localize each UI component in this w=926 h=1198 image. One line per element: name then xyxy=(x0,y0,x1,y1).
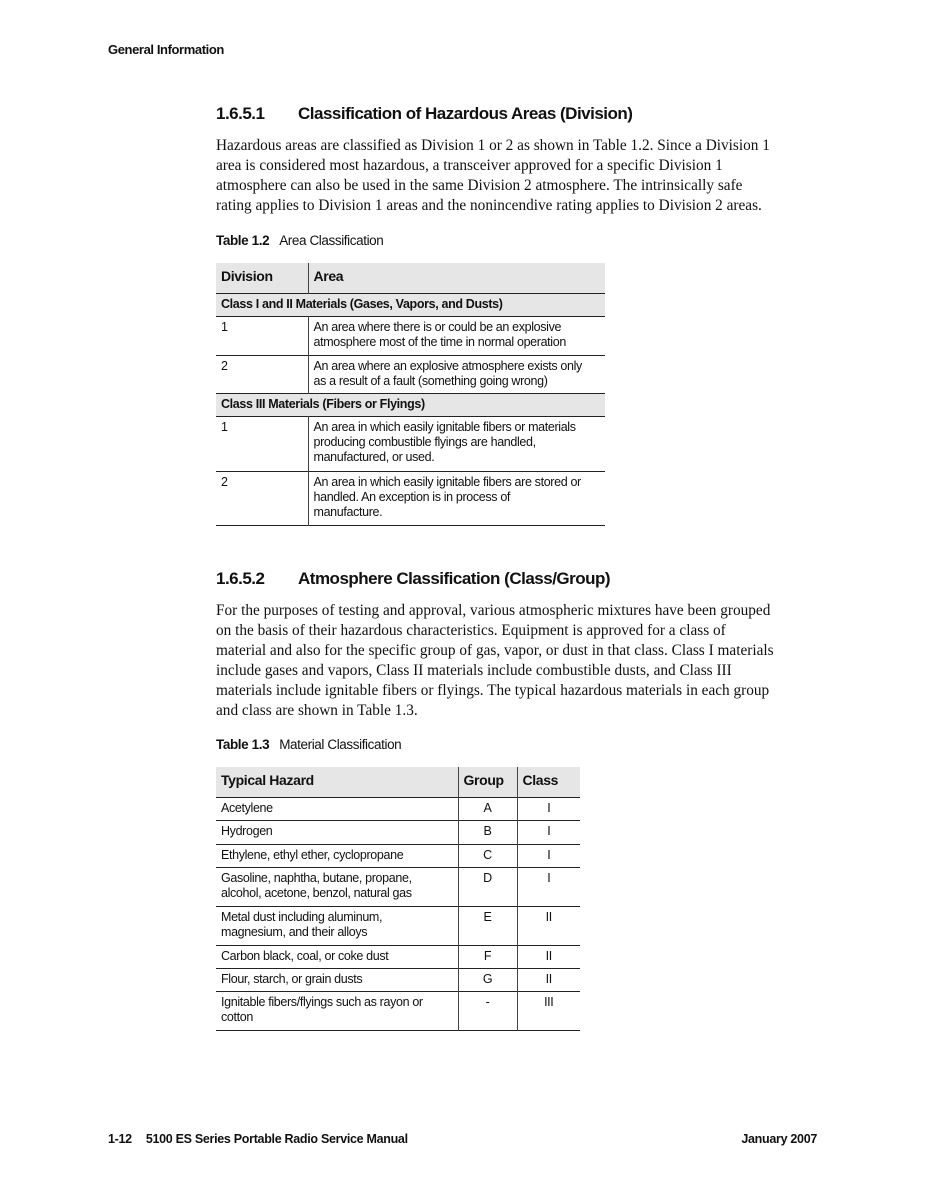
table-row xyxy=(216,471,605,525)
table-row xyxy=(216,844,580,867)
column-header: Typical Hazard xyxy=(216,767,458,797)
table-row xyxy=(216,968,580,991)
table-caption-text: Material Classification xyxy=(279,737,402,752)
group-cell: F xyxy=(458,945,517,968)
hazard-cell: Acetylene xyxy=(221,800,273,815)
manual-title: 5100 ES Series Portable Radio Service Manual xyxy=(145,1132,408,1146)
table-row xyxy=(216,867,580,906)
paragraph-line: area is considered most hazardous, a transceiver approved for a specific Division 1 xyxy=(216,157,723,174)
section-number: 1.6.5.2 xyxy=(216,569,265,588)
table-row xyxy=(216,906,580,945)
table-row xyxy=(216,316,605,355)
class-cell: I xyxy=(517,797,580,820)
footer-left xyxy=(108,1132,408,1146)
division-cell: 2 xyxy=(221,474,228,489)
group-cell: D xyxy=(458,867,517,906)
table-row xyxy=(216,416,605,471)
class-cell: I xyxy=(517,867,580,906)
class-cell: I xyxy=(517,844,580,867)
class-cell: II xyxy=(517,906,580,945)
paragraph-line: materials include ignitable fibers or flyings. The typical hazardous materials in each group xyxy=(216,682,770,699)
area-cell: An area where an explosive atmosphere exists only as a result of a fault (something going wrong) xyxy=(308,355,605,393)
group-cell: - xyxy=(458,991,517,1030)
group-cell: A xyxy=(458,797,517,820)
paragraph-line: Hazardous areas are classified as Division 1 or 2 as shown in Table 1.2. Since a Division 1 xyxy=(216,137,770,154)
column-header: Class xyxy=(517,767,580,797)
area-cell: An area in which easily ignitable fibers are stored or handled. An exception is in process of manufacture. xyxy=(308,471,605,525)
division-cell: 1 xyxy=(221,319,228,334)
section-title: Classification of Hazardous Areas (Division) xyxy=(298,104,633,123)
column-header: Group xyxy=(458,767,517,797)
hazard-cell: Ignitable fibers/flyings such as rayon or cotton xyxy=(221,994,423,1024)
material-classification-table xyxy=(216,767,580,1031)
table-caption-text: Area Classification xyxy=(279,233,384,248)
hazard-cell: Metal dust including aluminum, magnesium, and their alloys xyxy=(221,909,383,939)
column-header: Area xyxy=(308,263,605,293)
paragraph-line: atmosphere can also be used in the same Division 2 atmosphere. The intrinsically safe xyxy=(216,177,743,194)
table-label: Table 1.2 xyxy=(216,233,270,248)
running-header: General Information xyxy=(108,42,224,57)
hazard-cell: Ethylene, ethyl ether, cyclopropane xyxy=(221,847,404,862)
area-cell: An area where there is or could be an explosive atmosphere most of the time in normal operation xyxy=(308,316,605,355)
section-title: Atmosphere Classification (Class/Group) xyxy=(298,569,611,588)
paragraph-line: rating applies to Division 1 areas and the nonincendive rating applies to Division 2 areas. xyxy=(216,197,762,214)
hazard-cell: Carbon black, coal, or coke dust xyxy=(221,948,389,963)
paragraph-line: on the basis of their hazardous characteristics. Equipment is approved for a class of xyxy=(216,622,726,639)
class-cell: III xyxy=(517,991,580,1030)
section-number: 1.6.5.1 xyxy=(216,104,265,123)
column-header: Division xyxy=(216,263,308,293)
area-classification-table xyxy=(216,263,605,526)
table-row xyxy=(216,820,580,844)
class-cell: II xyxy=(517,945,580,968)
division-cell: 2 xyxy=(221,358,228,373)
table-row xyxy=(216,945,580,968)
page-number: 1-12 xyxy=(108,1132,132,1146)
section1-paragraph xyxy=(216,136,816,216)
division-cell: 1 xyxy=(221,419,228,434)
hazard-cell: Flour, starch, or grain dusts xyxy=(221,971,363,986)
class-cell: II xyxy=(517,968,580,991)
table-row xyxy=(216,797,580,820)
paragraph-line: include gases and vapors, Class II materials include combustible dusts, and Class III xyxy=(216,662,732,679)
group-cell: E xyxy=(458,906,517,945)
hazard-cell: Hydrogen xyxy=(221,823,273,838)
paragraph-line: For the purposes of testing and approval, various atmospheric mixtures have been grouped xyxy=(216,602,771,619)
hazard-cell: Gasoline, naphtha, butane, propane, alcohol, acetone, benzol, natural gas xyxy=(221,870,412,900)
group-header: Class I and II Materials (Gases, Vapors, and Dusts) xyxy=(216,293,605,316)
section2-paragraph xyxy=(216,601,816,721)
area-cell: An area in which easily ignitable fibers or materials producing combustible flyings are handled, manufactured, or used. xyxy=(308,416,605,471)
group-header: Class III Materials (Fibers or Flyings) xyxy=(216,393,605,416)
footer-date: January 2007 xyxy=(741,1132,817,1146)
class-cell: I xyxy=(517,820,580,844)
group-cell: G xyxy=(458,968,517,991)
table-row xyxy=(216,991,580,1030)
table-1-3-caption xyxy=(216,737,401,752)
group-cell: B xyxy=(458,820,517,844)
paragraph-line: and class are shown in Table 1.3. xyxy=(216,702,418,719)
paragraph-line: material and also for the specific group of gas, vapor, or dust in that class. Class I materials xyxy=(216,642,774,659)
group-cell: C xyxy=(458,844,517,867)
table-1-2-caption xyxy=(216,233,383,248)
table-label: Table 1.3 xyxy=(216,737,270,752)
table-row xyxy=(216,355,605,393)
